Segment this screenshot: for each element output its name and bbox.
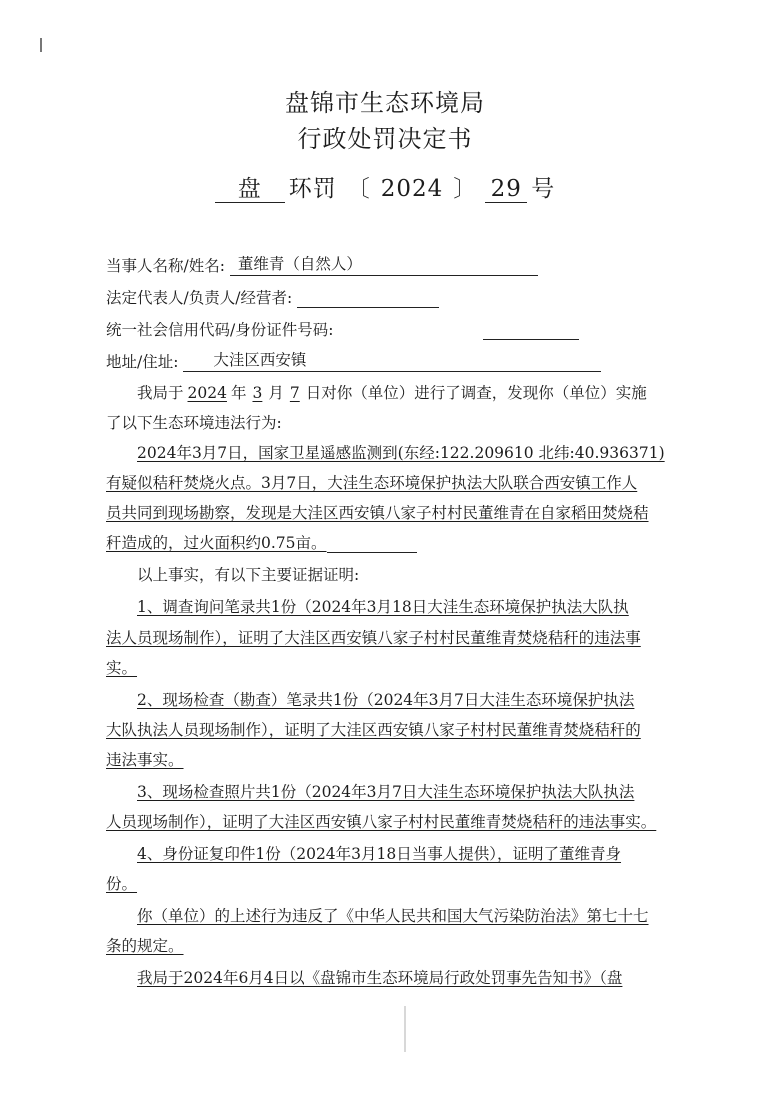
scan-mark-bottom (404, 1006, 406, 1052)
evidence-3-line-1: 3、现场检查照片共1份（2024年3月7日大洼生态环境保护执法大队执法 (137, 783, 635, 801)
scan-mark (40, 38, 42, 52)
party-label: 当事人名称/姓名: (106, 257, 225, 275)
agency-title: 盘锦市生态环境局 (285, 89, 485, 117)
evidence-1-line-3: 实。 (106, 659, 138, 677)
investigation-line-1 (106, 383, 693, 403)
legal-rep-label: 法定代表人/负责人/经营者: (106, 289, 293, 307)
address-value: 大洼区西安镇 (213, 351, 307, 369)
credit-code-field (483, 321, 579, 340)
address-row (106, 352, 601, 372)
legal-rep-row (106, 288, 439, 308)
violation-line-1: 2024年3月7日，国家卫星遥感监测到(东经:122.209610 北纬:40.936371) (137, 444, 665, 462)
doc-number-lparen: 〔 (346, 176, 371, 202)
investigation-month: 3 (252, 384, 263, 402)
evidence-3-line-2: 人员现场制作），证明了大洼区西安镇八家子村村民董维青焚烧秸秆的违法事实。 (106, 813, 657, 831)
evidence-1-line-1: 1、调查询问笔录共1份（2024年3月18日大洼生态环境保护执法大队执 (137, 598, 629, 616)
party-value: 董维青（自然人） (237, 255, 362, 273)
credit-code-label: 统一社会信用代码/身份证件号码: (106, 321, 334, 339)
investigation-text-c: 月 (268, 384, 284, 402)
party-row (106, 256, 538, 276)
doc-number-num: 29 (485, 176, 527, 203)
evidence-2-line-3: 违法事实。 (106, 751, 184, 769)
doc-number-rparen: 〕 (453, 176, 478, 202)
investigation-line-2: 了以下生态环境违法行为: (106, 414, 282, 432)
violation-line-2: 有疑似秸秆焚烧火点。3月7日，大洼生态环境保护执法大队联合西安镇工作人 (106, 474, 638, 492)
law-line-2: 条的规定。 (106, 937, 184, 955)
doc-number-prefix: 盘 (215, 176, 285, 203)
party-field (230, 257, 538, 276)
evidence-4-line-1: 4、身份证复印件1份（2024年3月18日当事人提供），证明了董维青身 (137, 845, 622, 863)
violation-line-3: 员共同到现场勘察，发现是大洼区西安镇八家子村村民董维青在自家稻田焚烧秸 (106, 504, 649, 522)
doc-number-year: 2024 (380, 176, 444, 202)
document-type-title: 行政处罚决定书 (297, 125, 473, 153)
investigation-text-a: 我局于 (137, 384, 184, 402)
credit-code-row (106, 320, 579, 340)
document-number (0, 174, 770, 204)
evidence-2-line-2: 大队执法人员现场制作），证明了大洼区西安镇八家子村村民董维青焚烧秸秆的 (106, 721, 641, 739)
evidence-1-line-2: 法人员现场制作），证明了大洼区西安镇八家子村村民董维青焚烧秸秆的违法事 (106, 629, 641, 647)
violation-line-4-fill (327, 535, 417, 553)
investigation-text-b: 年 (230, 384, 247, 402)
investigation-day: 7 (289, 384, 300, 402)
investigation-year: 2024 (187, 384, 227, 402)
evidence-2-line-1: 2、现场检查（勘查）笔录共1份（2024年3月7日大洼生态环境保护执法 (137, 691, 635, 709)
evidence-intro: 以上事实，有以下主要证据证明: (137, 566, 360, 584)
investigation-text-d: 日对你（单位）进行了调查，发现你（单位）实施 (305, 384, 647, 402)
violation-line-4-text: 秆造成的，过火面积约0.75亩。 (106, 534, 327, 552)
address-field (183, 353, 601, 372)
violation-line-4 (106, 533, 662, 553)
doc-number-suffix: 号 (531, 176, 556, 202)
address-label: 地址/住址: (106, 353, 179, 371)
notice-line-1: 我局于2024年6月4日以《盘锦市生态环境局行政处罚事先告知书》（盘 (137, 969, 623, 987)
doc-number-middle: 环罚 (288, 176, 337, 202)
evidence-4-line-2: 份。 (106, 875, 138, 893)
legal-rep-field (297, 289, 439, 308)
law-line-1: 你（单位）的上述行为违反了《中华人民共和国大气污染防治法》第七十七 (137, 907, 649, 925)
